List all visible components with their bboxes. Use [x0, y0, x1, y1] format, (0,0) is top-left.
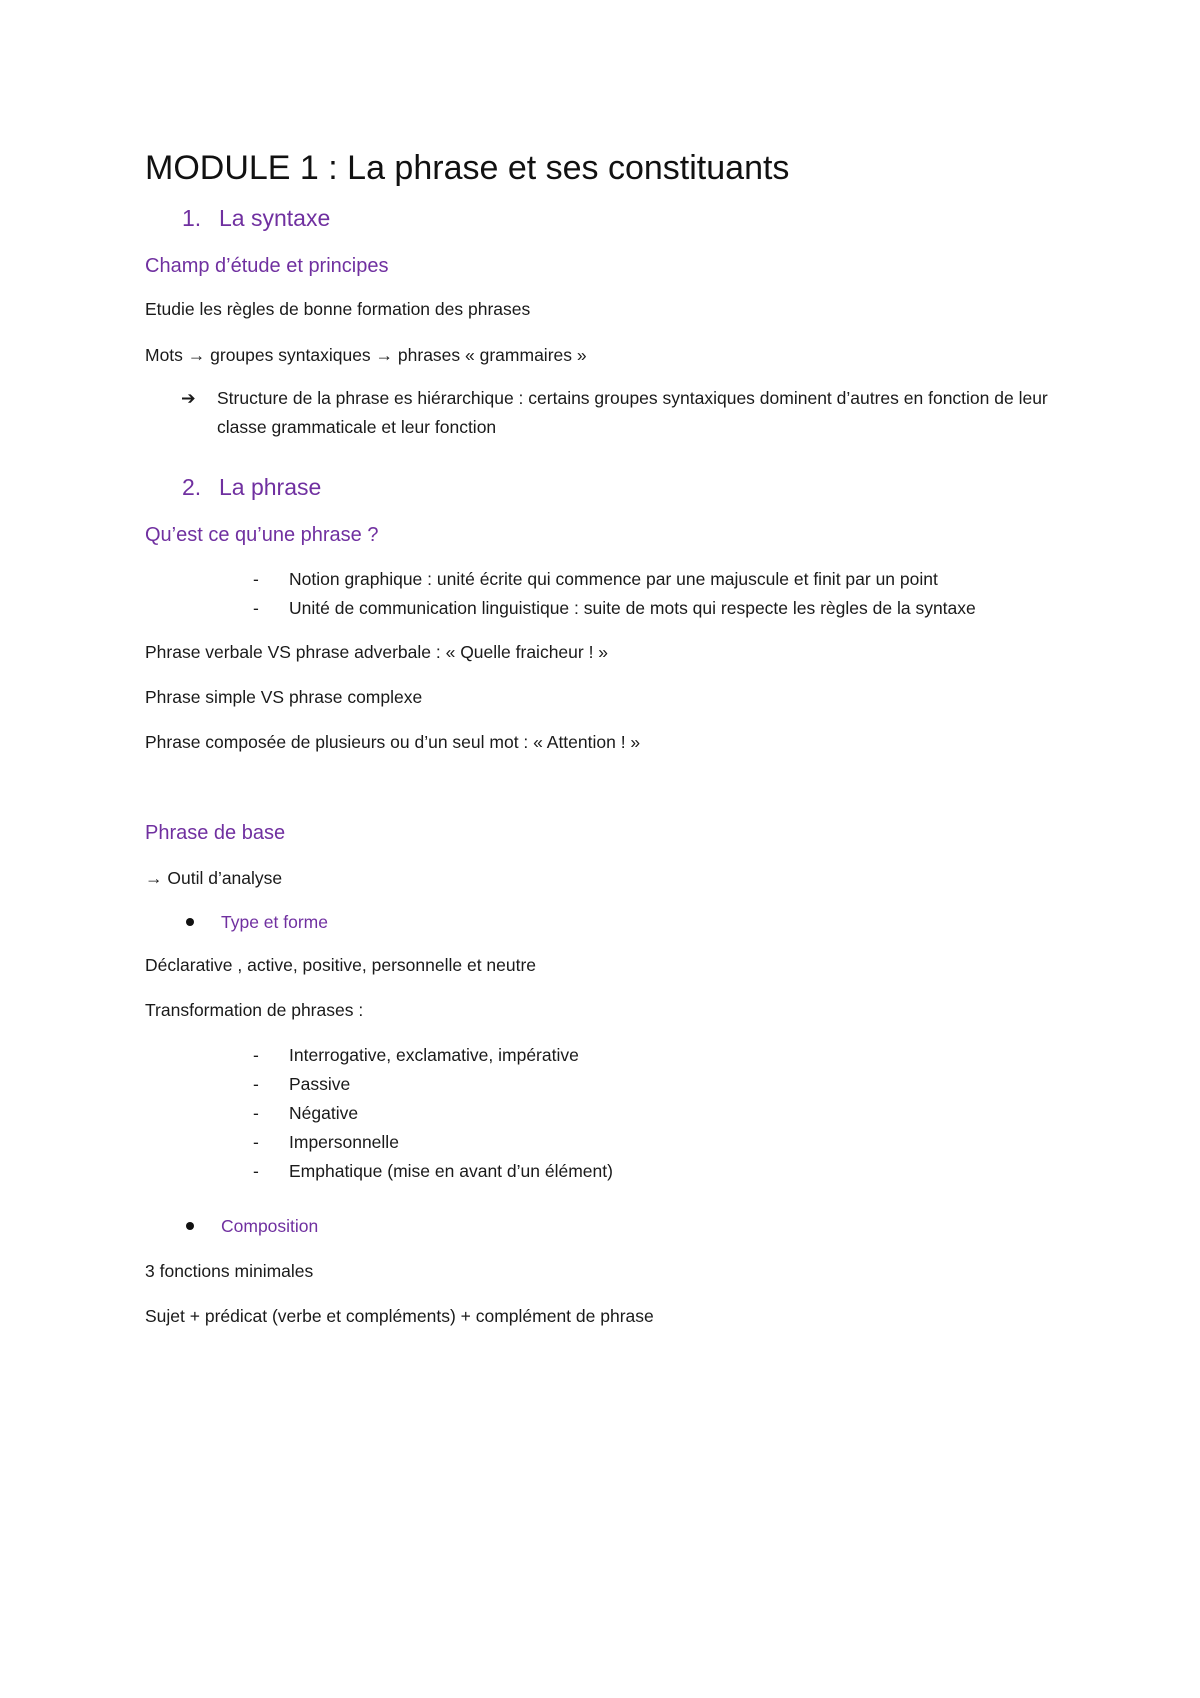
- paragraph-declarative: Déclarative , active, positive, personnelle et neutre: [145, 955, 537, 975]
- bold-arrow-icon: ➔: [181, 388, 196, 408]
- list-item-text: Passive: [289, 1074, 351, 1094]
- section-number: 2.: [182, 474, 202, 500]
- subheading-champ-etude: Champ d’étude et principes: [145, 255, 389, 277]
- paragraph-sujet-predicat: Sujet + prédicat (verbe et compléments) + complément de phrase: [145, 1306, 654, 1326]
- paragraph-composee: Phrase composée de plusieurs ou d’un seul mot : « Attention ! »: [145, 732, 641, 752]
- subheading-phrase-de-base: Phrase de base: [145, 822, 286, 844]
- list-item: [145, 1157, 1065, 1186]
- list-item: [145, 565, 1065, 594]
- list-item-text: Interrogative, exclamative, impérative: [289, 1045, 579, 1065]
- paragraph-regles: Etudie les règles de bonne formation des phrases: [145, 299, 531, 319]
- transformation-list: [145, 1041, 1065, 1186]
- arrow-right-icon: →: [375, 345, 394, 365]
- list-item-text: Négative: [289, 1103, 359, 1123]
- list-item-text: Emphatique (mise en avant d’un élément): [289, 1161, 613, 1181]
- arrow-right-icon: →: [145, 868, 163, 888]
- section-number: 1.: [182, 205, 202, 231]
- section-title: La phrase: [219, 474, 322, 500]
- list-item: [145, 1128, 1065, 1157]
- subheading-quest-ce: Qu’est ce qu’une phrase ?: [145, 524, 379, 546]
- arrow-item-structure: [145, 384, 1065, 442]
- bullet-composition: [145, 1212, 1065, 1240]
- list-item-text: Notion graphique : unité écrite qui commence par une majuscule et finit par un point: [289, 569, 938, 589]
- dash-marker: -: [253, 598, 259, 618]
- paragraph-transformation: Transformation de phrases :: [145, 1000, 364, 1020]
- paragraph-outil: [145, 865, 1065, 891]
- document-body: [145, 146, 1065, 1329]
- dash-marker: -: [253, 569, 259, 589]
- text-fragment: Mots: [145, 345, 188, 365]
- dash-marker: -: [253, 1074, 259, 1094]
- section-heading-syntaxe: [145, 203, 1065, 233]
- list-item: [145, 1099, 1065, 1128]
- bullet-text: Type et forme: [221, 912, 328, 932]
- arrow-right-icon: →: [187, 345, 206, 365]
- dash-marker: -: [253, 1161, 259, 1181]
- paragraph-fonctions: 3 fonctions minimales: [145, 1261, 314, 1281]
- arrow-item-text: Structure de la phrase es hiérarchique : certains groupes syntaxiques dominent d’autres en fonction de leur classe grammaticale et leur fonction: [217, 388, 1048, 437]
- section-title: La syntaxe: [219, 205, 331, 231]
- paragraph-simple: Phrase simple VS phrase complexe: [145, 687, 423, 707]
- list-item: [145, 594, 1065, 623]
- paragraph-mots-groupes: [145, 342, 1065, 368]
- paragraph-verbale: Phrase verbale VS phrase adverbale : « Quelle fraicheur ! »: [145, 642, 609, 662]
- definition-list: [145, 565, 1065, 623]
- text-fragment: phrases « grammaires »: [393, 345, 587, 365]
- text-fragment: groupes syntaxiques: [205, 345, 376, 365]
- bullet-type-forme: [145, 908, 1065, 936]
- list-item-text: Impersonnelle: [289, 1132, 399, 1152]
- dash-marker: -: [253, 1045, 259, 1065]
- text-fragment: Outil d’analyse: [162, 868, 283, 888]
- section-heading-phrase: [145, 472, 1065, 502]
- dash-marker: -: [253, 1103, 259, 1123]
- list-item-text: Unité de communication linguistique : suite de mots qui respecte les règles de la syntaxe: [289, 598, 976, 618]
- dash-marker: -: [253, 1132, 259, 1152]
- bullet-dot-icon: [186, 1222, 194, 1230]
- list-item: [145, 1070, 1065, 1099]
- bullet-text: Composition: [221, 1216, 319, 1236]
- document-title: MODULE 1 : La phrase et ses constituants: [145, 149, 790, 187]
- list-item: [145, 1041, 1065, 1070]
- bullet-dot-icon: [186, 918, 194, 926]
